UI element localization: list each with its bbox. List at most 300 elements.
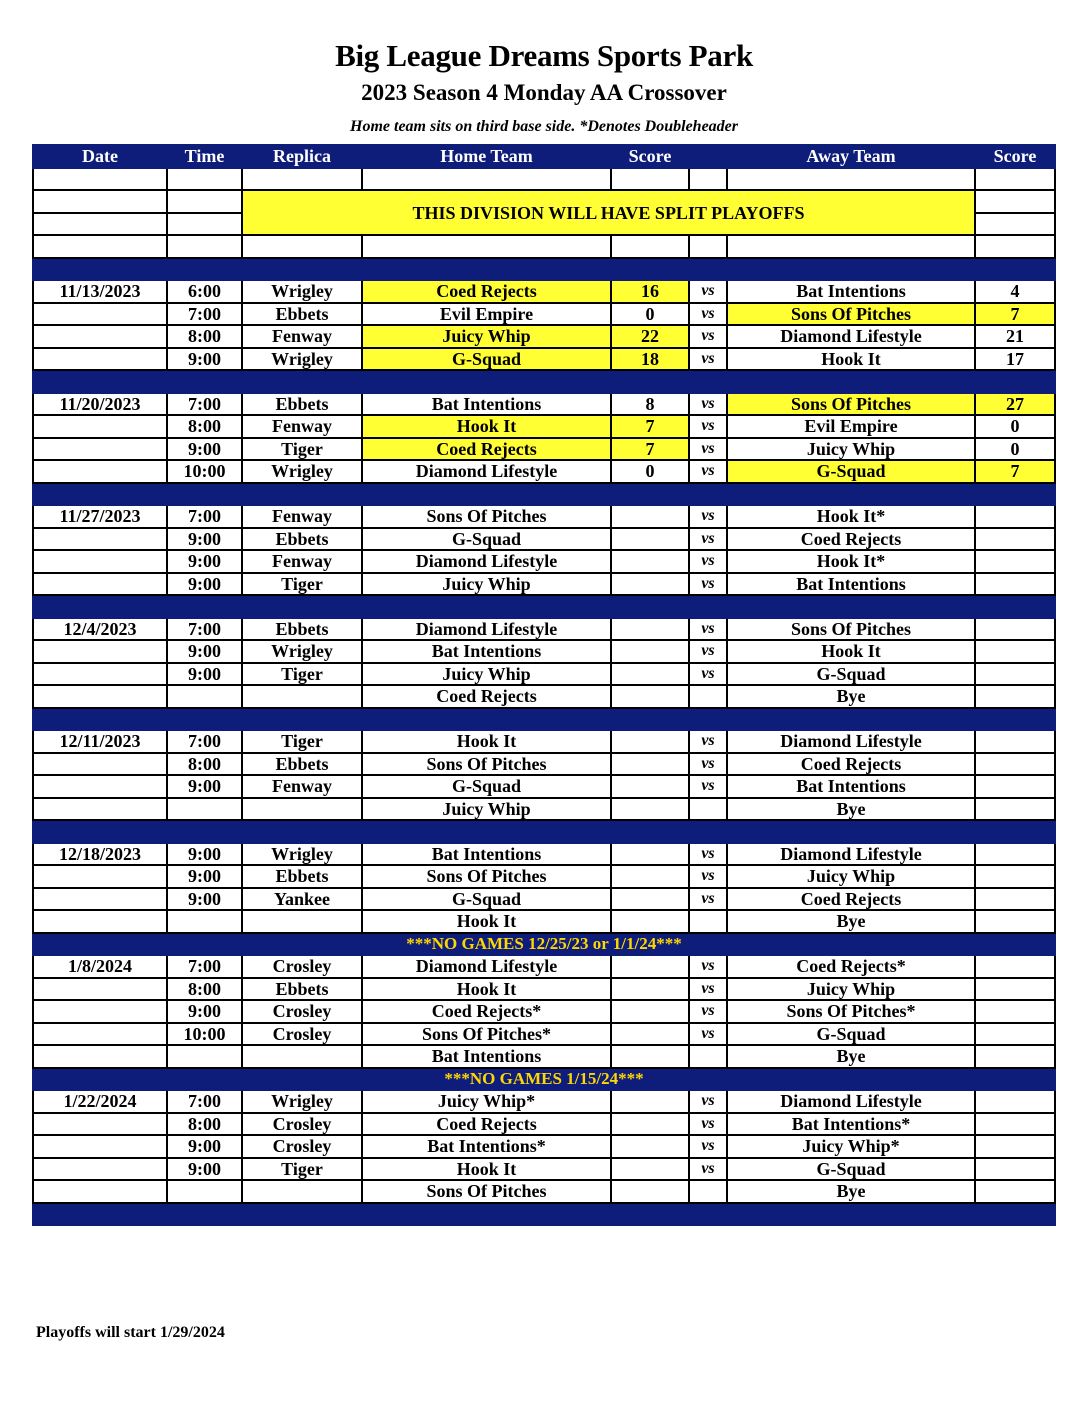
home-team: Hook It	[362, 1158, 611, 1181]
away-score	[975, 753, 1055, 776]
week-separator-row	[33, 595, 1055, 618]
game-time: 10:00	[167, 1023, 242, 1046]
game-field: Fenway	[242, 505, 362, 528]
col-header-home-team: Home Team	[362, 145, 611, 168]
home-score	[611, 550, 689, 573]
game-row	[33, 325, 1055, 348]
game-time: 7:00	[167, 505, 242, 528]
away-team: G-Squad	[727, 1023, 975, 1046]
home-score	[611, 798, 689, 821]
game-date	[33, 438, 167, 461]
home-team: Sons Of Pitches	[362, 505, 611, 528]
vs-label: vs	[689, 325, 727, 348]
away-team: Bye	[727, 1045, 975, 1068]
game-date: 11/27/2023	[33, 505, 167, 528]
away-score	[975, 1158, 1055, 1181]
home-team: Sons Of Pitches*	[362, 1023, 611, 1046]
schedule-table	[32, 144, 1056, 1226]
game-field: Ebbets	[242, 865, 362, 888]
game-row	[33, 1023, 1055, 1046]
away-team: Coed Rejects*	[727, 955, 975, 978]
away-score	[975, 910, 1055, 933]
away-team: Coed Rejects	[727, 888, 975, 911]
game-row	[33, 1000, 1055, 1023]
home-score	[611, 640, 689, 663]
game-row	[33, 1135, 1055, 1158]
game-date	[33, 1113, 167, 1136]
vs-label: vs	[689, 865, 727, 888]
col-header-home-score: Score	[611, 145, 689, 168]
game-row	[33, 640, 1055, 663]
no-games-banner	[33, 933, 1055, 956]
vs-label: vs	[689, 348, 727, 371]
away-team: Bye	[727, 798, 975, 821]
game-field: Tiger	[242, 663, 362, 686]
home-score	[611, 888, 689, 911]
away-team: Sons Of Pitches	[727, 393, 975, 416]
game-field: Tiger	[242, 1158, 362, 1181]
away-score	[975, 1135, 1055, 1158]
home-team: Diamond Lifestyle	[362, 955, 611, 978]
away-score	[975, 865, 1055, 888]
away-score: 17	[975, 348, 1055, 371]
game-date	[33, 528, 167, 551]
game-field: Fenway	[242, 325, 362, 348]
vs-label: vs	[689, 280, 727, 303]
game-time: 7:00	[167, 1090, 242, 1113]
vs-label: vs	[689, 1023, 727, 1046]
home-team: G-Squad	[362, 775, 611, 798]
game-row	[33, 865, 1055, 888]
game-time: 7:00	[167, 393, 242, 416]
game-date	[33, 325, 167, 348]
away-score	[975, 618, 1055, 641]
game-field: Fenway	[242, 415, 362, 438]
vs-label	[689, 798, 727, 821]
away-team: Juicy Whip	[727, 865, 975, 888]
game-time: 9:00	[167, 573, 242, 596]
away-score	[975, 528, 1055, 551]
away-score	[975, 1113, 1055, 1136]
away-team: Bye	[727, 1180, 975, 1203]
home-team: Coed Rejects*	[362, 1000, 611, 1023]
home-score: 16	[611, 280, 689, 303]
home-team: Juicy Whip*	[362, 1090, 611, 1113]
home-score	[611, 978, 689, 1001]
away-score: 0	[975, 438, 1055, 461]
home-score	[611, 730, 689, 753]
home-score	[611, 618, 689, 641]
home-score: 0	[611, 303, 689, 326]
game-row	[33, 550, 1055, 573]
game-field: Wrigley	[242, 640, 362, 663]
away-team: Bat Intentions	[727, 775, 975, 798]
vs-label: vs	[689, 888, 727, 911]
home-score	[611, 1113, 689, 1136]
game-time: 8:00	[167, 978, 242, 1001]
away-score	[975, 1045, 1055, 1068]
game-field: Wrigley	[242, 843, 362, 866]
game-field: Ebbets	[242, 393, 362, 416]
game-time	[167, 685, 242, 708]
game-date	[33, 888, 167, 911]
week-separator-row	[33, 370, 1055, 393]
home-score: 18	[611, 348, 689, 371]
vs-label: vs	[689, 775, 727, 798]
game-row	[33, 843, 1055, 866]
home-team: G-Squad	[362, 348, 611, 371]
game-time: 9:00	[167, 843, 242, 866]
game-date: 1/8/2024	[33, 955, 167, 978]
home-team: Hook It	[362, 730, 611, 753]
away-team: Hook It	[727, 348, 975, 371]
home-score	[611, 1135, 689, 1158]
game-row	[33, 348, 1055, 371]
vs-label	[689, 1180, 727, 1203]
away-score	[975, 685, 1055, 708]
game-row	[33, 978, 1055, 1001]
col-header-replica: Replica	[242, 145, 362, 168]
col-header-away-score: Score	[975, 145, 1055, 168]
home-team: Hook It	[362, 415, 611, 438]
away-score	[975, 978, 1055, 1001]
away-score	[975, 775, 1055, 798]
game-time	[167, 1045, 242, 1068]
bye-row	[33, 910, 1055, 933]
home-score: 22	[611, 325, 689, 348]
away-score	[975, 955, 1055, 978]
blank-row	[33, 190, 1055, 213]
home-team: G-Squad	[362, 528, 611, 551]
game-time: 8:00	[167, 325, 242, 348]
game-date	[33, 1045, 167, 1068]
away-score: 21	[975, 325, 1055, 348]
away-team: Coed Rejects	[727, 753, 975, 776]
game-time: 6:00	[167, 280, 242, 303]
game-time: 9:00	[167, 1158, 242, 1181]
game-time: 9:00	[167, 640, 242, 663]
away-team: Hook It	[727, 640, 975, 663]
home-team: Hook It	[362, 910, 611, 933]
game-field: Ebbets	[242, 528, 362, 551]
away-score	[975, 1090, 1055, 1113]
away-team: Sons Of Pitches*	[727, 1000, 975, 1023]
game-date	[33, 775, 167, 798]
no-games-notice: ***NO GAMES 12/25/23 or 1/1/24***	[33, 933, 1055, 956]
game-time: 9:00	[167, 663, 242, 686]
game-time: 8:00	[167, 1113, 242, 1136]
game-field: Wrigley	[242, 1090, 362, 1113]
game-row	[33, 415, 1055, 438]
game-field: Ebbets	[242, 303, 362, 326]
game-field: Wrigley	[242, 280, 362, 303]
game-field: Crosley	[242, 1135, 362, 1158]
game-field: Fenway	[242, 550, 362, 573]
game-date: 1/22/2024	[33, 1090, 167, 1113]
vs-label: vs	[689, 1135, 727, 1158]
game-date: 12/4/2023	[33, 618, 167, 641]
away-team: G-Squad	[727, 460, 975, 483]
vs-label: vs	[689, 460, 727, 483]
home-score	[611, 955, 689, 978]
home-team: Bat Intentions	[362, 843, 611, 866]
col-header-vs	[689, 145, 727, 168]
playoff-notice: THIS DIVISION WILL HAVE SPLIT PLAYOFFS	[242, 190, 975, 235]
game-date	[33, 685, 167, 708]
game-row	[33, 730, 1055, 753]
away-team: Bat Intentions	[727, 280, 975, 303]
vs-label: vs	[689, 955, 727, 978]
home-team: Bat Intentions	[362, 1045, 611, 1068]
bye-row	[33, 1045, 1055, 1068]
game-field: Crosley	[242, 1023, 362, 1046]
game-row	[33, 528, 1055, 551]
blank-row	[33, 235, 1055, 258]
game-field: Wrigley	[242, 348, 362, 371]
col-header-date: Date	[33, 145, 167, 168]
game-date	[33, 1158, 167, 1181]
away-team: Diamond Lifestyle	[727, 843, 975, 866]
home-team: Diamond Lifestyle	[362, 550, 611, 573]
game-time: 9:00	[167, 528, 242, 551]
no-games-notice: ***NO GAMES 1/15/24***	[33, 1068, 1055, 1091]
game-row	[33, 573, 1055, 596]
home-team: Sons Of Pitches	[362, 865, 611, 888]
bye-row	[33, 685, 1055, 708]
game-field: Tiger	[242, 438, 362, 461]
game-field: Crosley	[242, 955, 362, 978]
game-date: 11/13/2023	[33, 280, 167, 303]
away-score	[975, 798, 1055, 821]
home-score	[611, 865, 689, 888]
vs-label	[689, 685, 727, 708]
game-time: 9:00	[167, 438, 242, 461]
away-team: Hook It*	[727, 550, 975, 573]
vs-label: vs	[689, 303, 727, 326]
game-field: Fenway	[242, 775, 362, 798]
game-field: Tiger	[242, 573, 362, 596]
home-team: Juicy Whip	[362, 798, 611, 821]
game-row	[33, 663, 1055, 686]
vs-label: vs	[689, 573, 727, 596]
vs-label: vs	[689, 438, 727, 461]
home-score: 0	[611, 460, 689, 483]
game-date	[33, 573, 167, 596]
game-row	[33, 775, 1055, 798]
away-team: Bat Intentions	[727, 573, 975, 596]
game-time	[167, 798, 242, 821]
away-score	[975, 730, 1055, 753]
playoffs-start-note: Playoffs will start 1/29/2024	[36, 1324, 225, 1341]
away-score	[975, 573, 1055, 596]
away-score	[975, 1000, 1055, 1023]
home-team: Sons Of Pitches	[362, 753, 611, 776]
no-games-banner	[33, 1068, 1055, 1091]
home-score	[611, 663, 689, 686]
away-score: 4	[975, 280, 1055, 303]
home-score	[611, 1045, 689, 1068]
game-field	[242, 798, 362, 821]
home-team: Juicy Whip	[362, 663, 611, 686]
game-date	[33, 978, 167, 1001]
away-team: Bye	[727, 685, 975, 708]
game-field	[242, 1045, 362, 1068]
home-team: Diamond Lifestyle	[362, 460, 611, 483]
bye-row	[33, 1180, 1055, 1203]
game-row	[33, 753, 1055, 776]
game-field	[242, 910, 362, 933]
game-field: Yankee	[242, 888, 362, 911]
home-team: Juicy Whip	[362, 573, 611, 596]
game-row	[33, 280, 1055, 303]
vs-label: vs	[689, 393, 727, 416]
game-time: 9:00	[167, 775, 242, 798]
home-score: 8	[611, 393, 689, 416]
vs-label: vs	[689, 1113, 727, 1136]
vs-label: vs	[689, 978, 727, 1001]
game-date: 12/11/2023	[33, 730, 167, 753]
away-score	[975, 843, 1055, 866]
game-time: 7:00	[167, 303, 242, 326]
game-field: Wrigley	[242, 460, 362, 483]
vs-label: vs	[689, 550, 727, 573]
game-time	[167, 910, 242, 933]
home-team: Diamond Lifestyle	[362, 618, 611, 641]
home-score	[611, 1000, 689, 1023]
game-time: 9:00	[167, 1135, 242, 1158]
game-time: 9:00	[167, 888, 242, 911]
schedule-note: Home team sits on third base side. *Denotes Doubleheader	[350, 118, 738, 135]
game-date	[33, 1023, 167, 1046]
game-row	[33, 1113, 1055, 1136]
away-team: Bat Intentions*	[727, 1113, 975, 1136]
game-field	[242, 1180, 362, 1203]
home-team: Bat Intentions	[362, 640, 611, 663]
game-time: 9:00	[167, 1000, 242, 1023]
game-row	[33, 460, 1055, 483]
vs-label: vs	[689, 753, 727, 776]
week-separator-row	[33, 708, 1055, 731]
col-header-away-team: Away Team	[727, 145, 975, 168]
vs-label: vs	[689, 618, 727, 641]
game-row	[33, 955, 1055, 978]
vs-label: vs	[689, 730, 727, 753]
game-row	[33, 888, 1055, 911]
game-row	[33, 1090, 1055, 1113]
vs-label	[689, 1045, 727, 1068]
home-team: Hook It	[362, 978, 611, 1001]
header-row	[33, 145, 1055, 168]
home-score: 7	[611, 415, 689, 438]
away-score: 0	[975, 415, 1055, 438]
home-score: 7	[611, 438, 689, 461]
game-time: 10:00	[167, 460, 242, 483]
home-score	[611, 753, 689, 776]
game-time: 7:00	[167, 618, 242, 641]
game-field	[242, 685, 362, 708]
away-team: Diamond Lifestyle	[727, 325, 975, 348]
game-date	[33, 640, 167, 663]
away-score	[975, 1180, 1055, 1203]
game-date	[33, 348, 167, 371]
vs-label: vs	[689, 663, 727, 686]
vs-label: vs	[689, 1000, 727, 1023]
bye-row	[33, 798, 1055, 821]
week-separator-row	[33, 258, 1055, 281]
game-date	[33, 865, 167, 888]
home-team: Coed Rejects	[362, 280, 611, 303]
away-score: 7	[975, 460, 1055, 483]
home-team: Coed Rejects	[362, 685, 611, 708]
away-team: Sons Of Pitches	[727, 618, 975, 641]
page-subtitle: 2023 Season 4 Monday AA Crossover	[361, 80, 727, 105]
game-row	[33, 303, 1055, 326]
away-team: Coed Rejects	[727, 528, 975, 551]
game-date	[33, 753, 167, 776]
home-team: Juicy Whip	[362, 325, 611, 348]
vs-label	[689, 910, 727, 933]
home-score	[611, 1023, 689, 1046]
game-date	[33, 798, 167, 821]
home-team: Coed Rejects	[362, 1113, 611, 1136]
game-row	[33, 505, 1055, 528]
away-team: Diamond Lifestyle	[727, 730, 975, 753]
away-team: Hook It*	[727, 505, 975, 528]
game-date	[33, 303, 167, 326]
away-team: Juicy Whip*	[727, 1135, 975, 1158]
away-team: Bye	[727, 910, 975, 933]
home-score	[611, 910, 689, 933]
game-time: 9:00	[167, 550, 242, 573]
game-date: 11/20/2023	[33, 393, 167, 416]
home-score	[611, 775, 689, 798]
vs-label: vs	[689, 505, 727, 528]
home-score	[611, 573, 689, 596]
game-row	[33, 438, 1055, 461]
game-date: 12/18/2023	[33, 843, 167, 866]
game-field: Ebbets	[242, 978, 362, 1001]
home-score	[611, 1180, 689, 1203]
game-row	[33, 1158, 1055, 1181]
game-time	[167, 1180, 242, 1203]
game-date	[33, 1180, 167, 1203]
week-separator-row	[33, 1203, 1055, 1226]
home-score	[611, 1090, 689, 1113]
vs-label: vs	[689, 415, 727, 438]
away-team: Juicy Whip	[727, 978, 975, 1001]
away-team: Sons Of Pitches	[727, 303, 975, 326]
away-team: Diamond Lifestyle	[727, 1090, 975, 1113]
game-time: 9:00	[167, 865, 242, 888]
game-time: 7:00	[167, 955, 242, 978]
vs-label: vs	[689, 528, 727, 551]
week-separator-row	[33, 820, 1055, 843]
away-score	[975, 505, 1055, 528]
vs-label: vs	[689, 843, 727, 866]
game-field: Crosley	[242, 1000, 362, 1023]
away-score: 27	[975, 393, 1055, 416]
away-team: Evil Empire	[727, 415, 975, 438]
away-score	[975, 663, 1055, 686]
home-team: Sons Of Pitches	[362, 1180, 611, 1203]
away-team: Juicy Whip	[727, 438, 975, 461]
game-field: Tiger	[242, 730, 362, 753]
game-date	[33, 550, 167, 573]
home-team: Coed Rejects	[362, 438, 611, 461]
away-score: 7	[975, 303, 1055, 326]
home-team: Bat Intentions*	[362, 1135, 611, 1158]
game-date	[33, 1000, 167, 1023]
